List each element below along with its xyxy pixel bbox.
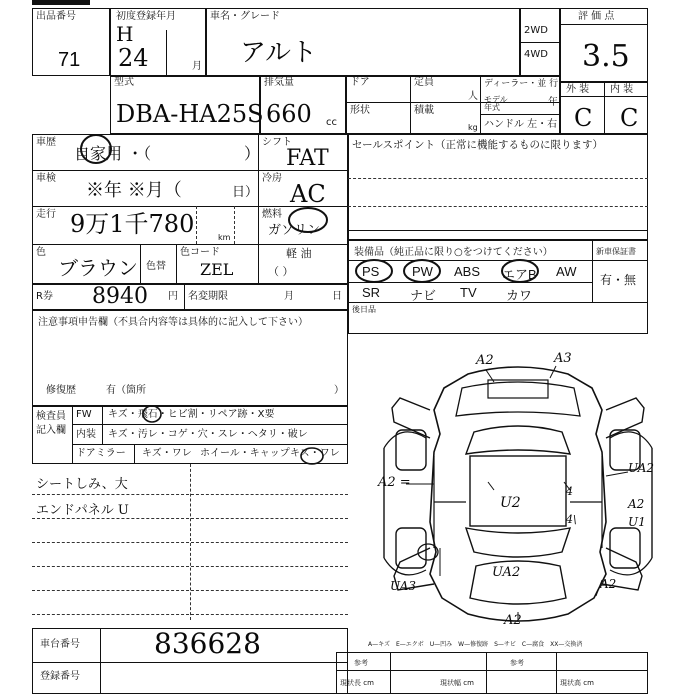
drive-divider <box>520 42 560 43</box>
notes-line2 <box>32 518 348 519</box>
corner-tab <box>32 0 90 5</box>
person-unit: 人 <box>468 91 478 102</box>
kg-unit: kg <box>468 123 478 132</box>
equip-circles <box>350 258 550 288</box>
cooler-value: AC <box>290 180 326 208</box>
ref-vdiv3 <box>556 652 557 694</box>
mark-center: U2 <box>500 495 521 511</box>
interior-value: C <box>620 104 639 132</box>
displacement-label: 排気量 <box>264 77 294 88</box>
yen-unit: 円 <box>168 291 178 302</box>
shape-label: 形状 <box>350 105 370 116</box>
mirror-items: キズ・ワレ <box>142 448 192 459</box>
mark-right-a2: A2 <box>628 497 645 511</box>
equip-vdivider <box>592 240 593 302</box>
score-label: 評 価 点 <box>578 11 615 22</box>
fuel-paren: （ ） <box>268 265 294 278</box>
mileage-tick1 <box>196 206 197 244</box>
notes-line1 <box>32 494 348 495</box>
equip-aw: AW <box>556 264 577 279</box>
4wd-label: 4WD <box>524 49 548 60</box>
ref-vdiv2 <box>486 652 487 694</box>
model-label: 型式 <box>114 77 134 88</box>
mark-bottom-left: UA3 <box>390 579 417 593</box>
displacement-value: 660 <box>266 100 312 128</box>
cooler-label: 冷房 <box>262 173 282 184</box>
inner-items: キズ・汚レ・コゲ・穴・スレ・ヘタリ・破レ <box>108 429 308 440</box>
door-label: ドア <box>350 77 370 88</box>
handle-divider <box>480 114 560 115</box>
handwritten-note1: シートしみ、大 <box>36 477 128 492</box>
mark-right-front: UA2 <box>628 461 655 475</box>
equip-sr: SR <box>362 285 381 300</box>
notes-line6 <box>32 614 348 615</box>
repair-value: 有（箇所 <box>106 385 146 396</box>
shift-value: FAT <box>286 146 329 171</box>
mirror-label: ドアミラー <box>76 448 126 459</box>
sales-line1 <box>348 178 648 179</box>
new-guarantee-label: 新車保証書 <box>596 247 636 256</box>
ext-int-vdivider <box>604 82 605 134</box>
length-label: 現状長 cm <box>340 679 374 687</box>
inspector-circles <box>140 404 340 466</box>
recycle-day: 日 <box>332 291 342 302</box>
mark-top-left: A2 <box>476 353 494 368</box>
handwritten-note2: エンドパネル U <box>36 503 129 518</box>
notes-line5 <box>32 590 348 591</box>
equip-row3 <box>348 302 648 303</box>
footer-divider <box>32 662 348 663</box>
history-row3 <box>32 244 348 245</box>
2wd-label: 2WD <box>524 25 548 36</box>
capacity-label: 定員 <box>414 77 434 88</box>
recycle-month: 月 <box>284 291 294 302</box>
load-label: 積載 <box>414 105 434 116</box>
inspection-label: 車検 <box>36 173 56 184</box>
equip-tv: TV <box>460 285 477 300</box>
mileage-value: 9万1千780 <box>70 210 195 238</box>
name-grade-label: 車名・グレード <box>210 11 280 22</box>
door-shape-divider <box>346 102 560 103</box>
inspection-value: ※年 ※月（ <box>86 180 182 201</box>
name-value: アルト <box>240 38 317 68</box>
lot-number-label: 出品番号 <box>36 11 76 22</box>
dealer-label: ディーラー・並 行 <box>484 79 559 89</box>
history-label: 車歴 <box>36 137 56 148</box>
day-unit: 日） <box>232 185 259 200</box>
mileage-label: 走行 <box>36 209 56 220</box>
score-value: 3.5 <box>582 39 630 74</box>
ref2-label: 参考 <box>510 659 524 667</box>
handle-label: ハンドル 左・右 <box>484 119 558 130</box>
model-value: DBA-HA25S <box>116 100 264 128</box>
equip-airbag: エアB <box>502 267 537 282</box>
wheel-marks: キズ・ワレ <box>290 448 340 459</box>
ref-divider <box>336 670 648 671</box>
inspector-label1: 検査員 <box>36 411 66 422</box>
after-label: 後日品 <box>352 305 376 314</box>
door-cap-divider <box>410 76 411 134</box>
cc-unit: cc <box>326 117 337 128</box>
color-divider2 <box>176 244 177 284</box>
color-code-label: 色コード <box>180 247 220 258</box>
history-paren-close: ） <box>244 144 261 163</box>
color-code-value: ZEL <box>200 260 234 279</box>
color-change-label: 色替 <box>146 261 166 272</box>
fw-label: FW <box>76 409 92 420</box>
chassis-label: 車台番号 <box>40 639 80 650</box>
chassis-value: 836628 <box>154 627 261 660</box>
exterior-value: C <box>574 104 593 132</box>
diagram-legend: A—キズ E—エクボ U—凹み W—修復跡 S—サビ C—腐食 XX—交換済 <box>368 641 583 648</box>
notes-line4 <box>32 566 348 567</box>
fuel-label: 燃料 <box>262 209 282 220</box>
equip-navi: ナビ <box>410 288 437 303</box>
ref-box <box>336 652 648 694</box>
lot-number-value: 71 <box>58 49 81 71</box>
recycle-label: R券 <box>36 291 53 302</box>
color-value: ブラウン <box>58 256 138 280</box>
equip-leather: カワ <box>506 288 533 303</box>
mark-left-mid: A2 = <box>378 475 411 490</box>
mark-top-right: A3 <box>554 351 572 366</box>
inner-label: 内装 <box>76 429 96 440</box>
mark-bottom-center: UA2 <box>492 565 521 580</box>
year-unit: 年 <box>548 97 558 108</box>
model-year-label: モデル年式 <box>484 95 508 112</box>
equip-ps: PS <box>362 264 380 279</box>
exterior-label: 外 装 <box>566 84 590 95</box>
light-oil-label: 軽 油 <box>286 247 312 260</box>
history-options: 自家用 ・（ <box>74 144 152 163</box>
equipment-label: 装備品（純正品に限り○をつけてください） <box>354 247 553 258</box>
mark-bottom-right: A2 <box>600 577 617 591</box>
cap-dealer-divider <box>480 76 481 134</box>
fuel-value: ガソリン <box>268 223 321 238</box>
guarantee-value: 有・無 <box>600 273 637 287</box>
fuel-circle <box>286 206 330 234</box>
first-registration-label: 初度登録年月 <box>116 11 176 22</box>
color-label: 色 <box>36 247 46 258</box>
mileage-tick2 <box>234 206 235 244</box>
sales-line2 <box>348 206 648 207</box>
score-divider <box>560 24 648 25</box>
interior-label: 内 装 <box>610 84 634 95</box>
inspector-vdiv2 <box>102 406 103 444</box>
equip-pw: PW <box>412 264 433 279</box>
inspector-label2: 記入欄 <box>36 425 66 436</box>
month-unit: 月 <box>192 61 202 72</box>
name-change-label: 名変期限 <box>188 291 228 302</box>
recycle-divider <box>184 284 185 310</box>
repair-label: 修復歴 <box>46 385 76 396</box>
sales-line3 <box>348 230 648 231</box>
notes-label: 注意事項申告欄（不具合内容等は具体的に記入して下さい） <box>38 317 308 328</box>
wheel-items: ホイール・キャップ <box>200 448 290 459</box>
year-value: 24 <box>118 44 149 72</box>
ref-vdiv1 <box>390 652 391 694</box>
km-unit: km <box>218 233 231 242</box>
ref1-label: 参考 <box>354 659 368 667</box>
fw-items: キズ・飛石・ヒビ割・リペア跡・X要 <box>108 409 275 420</box>
color-divider1 <box>140 244 141 284</box>
registration-label: 登録番号 <box>40 671 80 682</box>
shift-label: シフト <box>262 137 292 148</box>
width-label: 現状幅 cm <box>440 679 474 687</box>
notes-line3 <box>32 542 348 543</box>
mark-right-4: 4 <box>566 485 573 498</box>
footer-vdiv <box>100 628 101 694</box>
height-label: 現状高 cm <box>560 679 594 687</box>
history-circle <box>78 132 114 166</box>
mark-rear: A2 <box>504 613 522 628</box>
mirror-div <box>134 444 135 464</box>
recycle-value: 8940 <box>92 284 148 309</box>
mark-right-41: 4\ <box>566 513 577 526</box>
era-value: H <box>116 22 134 46</box>
inspector-vdiv <box>72 406 73 464</box>
equip-abs: ABS <box>454 264 481 279</box>
mark-right-u1: U1 <box>628 515 646 529</box>
reg-divider <box>166 30 167 76</box>
repair-close: ） <box>334 385 344 396</box>
sales-label: セールスポイント（正常に機能するものに限ります） <box>352 139 604 151</box>
